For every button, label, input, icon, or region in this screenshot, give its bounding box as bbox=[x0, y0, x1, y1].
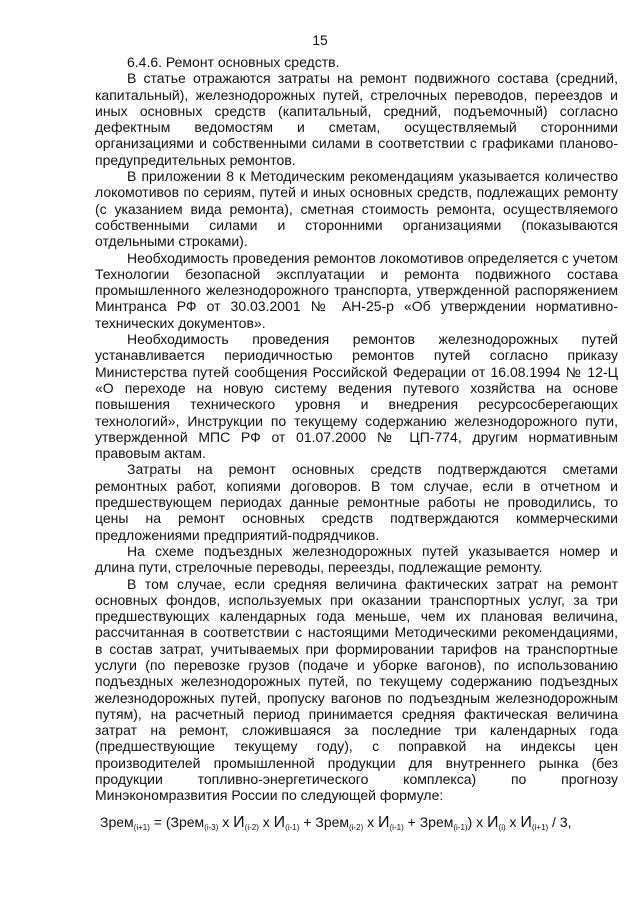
formula-subscript: (i-1) bbox=[285, 823, 300, 832]
formula-operator: + bbox=[403, 814, 420, 830]
formula-subscript: (i-2) bbox=[349, 823, 364, 832]
formula-operator: = ( bbox=[149, 814, 171, 830]
formula-term: Зрем bbox=[170, 814, 205, 830]
paragraph: На схеме подъездных железнодорожных путей указывается номер и длина пути, стрелочные переводы, переезды, подлежащие ремонту. bbox=[95, 542, 618, 576]
formula-operator: ) х bbox=[467, 814, 488, 830]
formula-operator: х bbox=[258, 814, 274, 830]
paragraph: В статье отражаются затраты на ремонт подвижного состава (средний, капитальный), железнодорожных путей, стрелочных переводов, переездов и иных основных средств (капитальный, средний, подъемочный) согласно дефектным ведомостям и сметам, осуществляемый сторонними организациями и собственными силами в соответствии с графиками планово-предупредительных ремонтов. bbox=[95, 70, 618, 168]
paragraph: Необходимость проведения ремонтов локомотивов определяется с учетом Технологии безопасной эксплуатации и ремонта подвижного состава промышленного железнодорожного транспорта, утвержденной распоряжением Минтранса РФ от 30.03.2001 № АН-25-р «Об утверждении нормативно-технических документов». bbox=[95, 249, 618, 331]
formula-subscript: (i+1) bbox=[133, 823, 150, 832]
formula-operator: х bbox=[218, 814, 234, 830]
page-number: 15 bbox=[312, 32, 328, 48]
formula-subscript: (i-3) bbox=[204, 823, 219, 832]
paragraph: Необходимость проведения ремонтов железнодорожных путей устанавливается периодичностью ремонтов путей согласно приказу Министерства путей сообщения Российской Федерации от 16.08.1994 № 12-Ц «О переходе на новую систему ведения путевого хозяйства на основе повышения технического уровня и внедрения ресурсосберегающих технологий», Инструкции по текущему содержанию железнодорожного пути, утвержденной МПС РФ от 01.07.2000 № ЦП-774, другим нормативным правовым актам. bbox=[95, 331, 618, 462]
formula-subscript: (i+1) bbox=[531, 823, 549, 832]
formula-subscript: (i-2) bbox=[244, 823, 259, 832]
paragraph: В том случае, если средняя величина фактических затрат на ремонт основных фондов, используемых при оказании транспортных услуг, за три предшествующих календарных года меньше, чем их плановая величина, рассчитанная в соответствии с настоящими Методическими рекомендациями, в состав затрат, учитываемых при формировании тарифов на транспортные услуги (по перевозке грузов (подаче и уборке вагонов), по использованию подъездных железнодорожных путей, по текущему содержанию подъездных железнодорожных путей, пропуску вагонов по подъездным железнодорожным путям), на расчетный период принимается средняя фактическая величина затрат на ремонт, сложившаяся за последние три календарных года (предшествующие текущему году), с поправкой на индексы цен производителей промышленной продукции для внутреннего рынка (без продукции топливно-энергетического комплекса) по прогнозу Минэкономразвития России по следующей формуле: bbox=[95, 575, 618, 804]
formula-operator: + bbox=[299, 814, 316, 830]
formula-index: И bbox=[378, 814, 390, 831]
formula-operator: х bbox=[505, 814, 521, 830]
formula-term: Зрем bbox=[100, 814, 134, 830]
formula-term: Зрем bbox=[419, 814, 454, 830]
formula-index: И bbox=[273, 814, 286, 831]
formula-operator: х bbox=[363, 814, 379, 830]
formula-subscript: (i) bbox=[498, 823, 506, 832]
formula-index: И bbox=[233, 814, 245, 831]
formula-subscript: (i-1) bbox=[389, 823, 404, 832]
repair-cost-formula bbox=[100, 814, 620, 832]
formula-index: И bbox=[487, 814, 499, 831]
paragraph: В приложении 8 к Методическим рекомендациям указывается количество локомотивов по сериям, путей и иных основных средств, подлежащих ремонту (с указанием вида ремонта), сметная стоимость ремонта, осуществляемого собственными силами и сторонними организациями (показываются отдельными строками). bbox=[95, 168, 618, 250]
section-heading: 6.4.6. Ремонт основных средств. bbox=[127, 54, 340, 70]
formula-term: Зрем bbox=[315, 814, 350, 830]
formula-subscript: (i-1) bbox=[453, 823, 468, 832]
document-body bbox=[95, 54, 618, 804]
formula-index: И bbox=[520, 814, 532, 831]
paragraph: Затраты на ремонт основных средств подтверждаются сметами ремонтных работ, копиями договоров. В том случае, если в отчетном и предшествующем периодах данные ремонтные работы не проводились, то цены на ремонт основных средств подтверждаются коммерческими предложениями предприятий-подрядчиков. bbox=[95, 461, 618, 543]
formula-operator: / 3, bbox=[548, 814, 572, 830]
